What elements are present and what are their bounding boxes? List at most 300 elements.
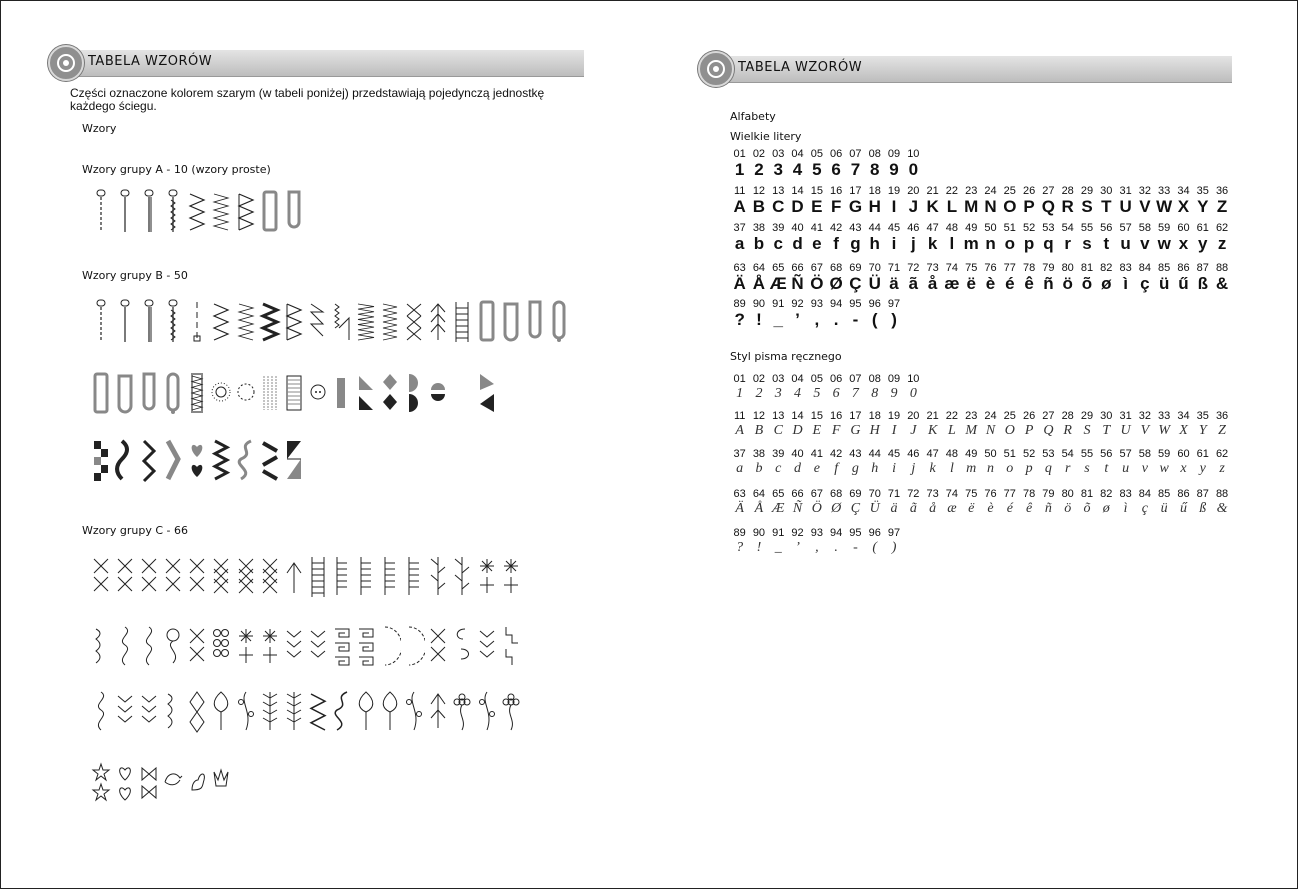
eyelet-icon bbox=[210, 370, 234, 416]
glyph: T bbox=[1101, 197, 1112, 216]
glyph: z bbox=[1219, 461, 1225, 476]
glyph: i bbox=[891, 234, 897, 253]
pattern-number: 93 bbox=[810, 527, 823, 539]
glyph: q bbox=[1044, 461, 1052, 476]
glyph: L bbox=[946, 197, 958, 216]
pattern-number: 53 bbox=[1042, 448, 1055, 460]
glyph: 9 bbox=[889, 160, 899, 179]
comb-stitch-icon bbox=[331, 553, 355, 599]
crown-decor-icon bbox=[210, 760, 234, 806]
pattern-number: 38 bbox=[752, 222, 766, 234]
pattern-number-row bbox=[730, 488, 1232, 500]
flower-decor-icon bbox=[451, 688, 475, 734]
pattern-number: 10 bbox=[907, 373, 920, 385]
feather-stitch-icon bbox=[427, 298, 451, 344]
pattern-number: 06 bbox=[830, 148, 843, 160]
flower-decor-icon bbox=[500, 688, 524, 734]
pattern-number: 35 bbox=[1196, 410, 1209, 422]
comb-stitch-icon bbox=[403, 553, 427, 599]
pattern-number: 23 bbox=[965, 185, 978, 197]
vine-decor-icon bbox=[235, 688, 259, 734]
pattern-number: 50 bbox=[984, 448, 997, 460]
pattern-number: 43 bbox=[849, 448, 862, 460]
glyph-row bbox=[730, 160, 923, 180]
pattern-number: 82 bbox=[1100, 262, 1113, 274]
header-title: TABELA WZORÓW bbox=[88, 54, 213, 69]
pattern-number: 65 bbox=[772, 262, 785, 274]
glyph: E bbox=[811, 197, 823, 216]
overcast-stitch-icon bbox=[283, 298, 307, 344]
stitch-row-group-a bbox=[90, 188, 307, 234]
button-sew-icon bbox=[307, 370, 331, 416]
glyph: n bbox=[987, 461, 994, 476]
cross-decor-icon bbox=[186, 623, 210, 669]
glyph: è bbox=[985, 274, 996, 293]
pattern-number: 95 bbox=[849, 527, 862, 539]
pattern-number: 09 bbox=[887, 373, 901, 385]
glyph: b bbox=[753, 234, 765, 253]
pattern-number: 28 bbox=[1061, 185, 1074, 197]
s-curve-satin-icon bbox=[235, 437, 259, 483]
pattern-number: 85 bbox=[1158, 262, 1171, 274]
glyph: è bbox=[987, 501, 994, 516]
chevron-fill-icon bbox=[162, 437, 186, 483]
zigzag-decor-icon bbox=[307, 688, 331, 734]
glyph: Z bbox=[1216, 197, 1228, 216]
pattern-number: 82 bbox=[1100, 488, 1113, 500]
three-step-zigzag-icon bbox=[235, 298, 259, 344]
pattern-number: 70 bbox=[868, 488, 881, 500]
darning-fill-icon bbox=[283, 370, 307, 416]
glyph: 0 bbox=[909, 386, 917, 401]
glyph: ä bbox=[889, 274, 899, 293]
glyph: b bbox=[755, 461, 763, 476]
section-title-patterns: Wzory bbox=[82, 122, 117, 135]
glyph: v bbox=[1141, 461, 1148, 476]
wave-decor-icon bbox=[114, 623, 138, 669]
pattern-number: 04 bbox=[791, 373, 804, 385]
pattern-number: 73 bbox=[926, 488, 939, 500]
glyph: w bbox=[1159, 461, 1169, 476]
stitch-row-group-b-1 bbox=[90, 298, 572, 344]
pattern-number: 84 bbox=[1138, 262, 1151, 274]
pattern-number: 14 bbox=[791, 410, 804, 422]
glyph: e bbox=[813, 461, 820, 476]
section-header bbox=[48, 49, 584, 77]
shell-tuck-icon bbox=[355, 298, 379, 344]
pattern-number: 08 bbox=[868, 148, 881, 160]
pattern-number-row bbox=[730, 185, 1232, 197]
cross-stitch-icon bbox=[403, 298, 427, 344]
pattern-number: 05 bbox=[810, 148, 823, 160]
pattern-number: 15 bbox=[810, 410, 823, 422]
glyph: ! bbox=[756, 310, 762, 329]
pattern-number: 17 bbox=[849, 410, 862, 422]
glyph: Ç bbox=[850, 501, 861, 516]
pattern-number: 52 bbox=[1022, 222, 1036, 234]
stitch-row-group-c-2 bbox=[90, 623, 524, 669]
pattern-number: 77 bbox=[1003, 262, 1016, 274]
glyph: n bbox=[985, 234, 996, 253]
chevron-decor-icon bbox=[476, 623, 500, 669]
pattern-number: 74 bbox=[945, 262, 959, 274]
glyph: N bbox=[984, 197, 997, 216]
glyph: ë bbox=[966, 274, 976, 293]
pattern-number: 65 bbox=[772, 488, 785, 500]
pattern-number: 26 bbox=[1022, 410, 1036, 422]
pattern-number-row bbox=[730, 222, 1232, 234]
pattern-number: 51 bbox=[1003, 222, 1016, 234]
pattern-number: 89 bbox=[733, 527, 746, 539]
arc-decor-icon bbox=[403, 623, 427, 669]
glyph: ) bbox=[891, 310, 897, 329]
pattern-number: 68 bbox=[830, 488, 843, 500]
buttonhole-icon bbox=[259, 188, 283, 234]
pattern-number: 33 bbox=[1158, 410, 1171, 422]
pattern-number: 62 bbox=[1215, 222, 1229, 234]
pattern-number: 66 bbox=[791, 488, 804, 500]
glyph: E bbox=[812, 423, 822, 438]
handwriting-subtitle: Styl pisma ręcznego bbox=[730, 350, 842, 363]
arrow-satin-icon bbox=[476, 370, 500, 416]
cross-decor-icon bbox=[427, 623, 451, 669]
glyph: 7 bbox=[850, 160, 861, 179]
pattern-number: 59 bbox=[1158, 222, 1171, 234]
triple-straight-stitch-icon bbox=[138, 188, 162, 234]
pattern-number: 55 bbox=[1080, 222, 1094, 234]
glyph: ã bbox=[909, 501, 917, 516]
glyph: õ bbox=[1081, 274, 1093, 293]
pattern-number: 37 bbox=[733, 222, 746, 234]
keyhole-buttonhole-icon bbox=[138, 370, 162, 416]
stitch-row-group-c-4 bbox=[90, 760, 235, 806]
glyph: æ bbox=[947, 501, 957, 516]
pattern-number: 95 bbox=[849, 298, 862, 310]
glyph: u bbox=[1120, 234, 1131, 253]
glyph: 0 bbox=[908, 160, 919, 179]
glyph: o bbox=[1004, 234, 1015, 253]
glyph: 4 bbox=[792, 160, 803, 179]
pattern-number: 60 bbox=[1177, 448, 1190, 460]
chevron-satin-icon bbox=[138, 437, 162, 483]
crescent-satin-icon bbox=[451, 370, 475, 416]
glyph: O bbox=[1004, 423, 1015, 438]
stretch-buttonhole-icon bbox=[162, 370, 186, 416]
cross-decor-icon bbox=[138, 553, 162, 599]
pattern-number: 67 bbox=[810, 488, 823, 500]
pattern-number: 13 bbox=[772, 185, 785, 197]
pattern-number: 39 bbox=[772, 222, 785, 234]
pattern-number: 32 bbox=[1138, 185, 1151, 197]
pattern-number: 30 bbox=[1100, 410, 1113, 422]
glyph: ? bbox=[736, 540, 744, 555]
straight-center-stitch-icon bbox=[114, 298, 138, 344]
glyph: ì bbox=[1123, 274, 1128, 293]
pattern-number: 64 bbox=[752, 488, 766, 500]
glyph: l bbox=[949, 234, 955, 253]
pattern-number: 55 bbox=[1080, 448, 1094, 460]
glyph: ä bbox=[890, 501, 898, 516]
cross-decor-icon bbox=[114, 553, 138, 599]
pattern-number: 09 bbox=[887, 148, 901, 160]
half-moon-satin-icon bbox=[403, 370, 427, 416]
glyph: M bbox=[964, 197, 979, 216]
glyph: 9 bbox=[890, 386, 898, 401]
glyph: d bbox=[794, 461, 802, 476]
pattern-number: 75 bbox=[965, 262, 978, 274]
glyph: å bbox=[927, 274, 938, 293]
pattern-number: 16 bbox=[830, 185, 843, 197]
glyph: & bbox=[1215, 274, 1229, 293]
pattern-number: 20 bbox=[907, 410, 920, 422]
stretch-stitch-icon bbox=[162, 298, 186, 344]
pattern-number: 71 bbox=[887, 262, 901, 274]
glyph: ã bbox=[908, 274, 919, 293]
vine-decor-icon bbox=[403, 688, 427, 734]
pattern-number: 02 bbox=[752, 373, 766, 385]
glyph: D bbox=[792, 423, 803, 438]
pattern-number: 02 bbox=[752, 148, 766, 160]
glyph: 5 bbox=[812, 160, 822, 179]
alphabets-title: Alfabety bbox=[730, 110, 776, 123]
glyph: _ bbox=[774, 540, 782, 555]
greek-key-icon bbox=[355, 623, 379, 669]
glyph: H bbox=[868, 197, 881, 216]
stretch-stitch-icon bbox=[162, 188, 186, 234]
glyph-row bbox=[730, 540, 904, 556]
pattern-number: 29 bbox=[1080, 410, 1094, 422]
glyph: f bbox=[833, 234, 839, 253]
wave-decor-icon bbox=[90, 688, 114, 734]
glyph: - bbox=[852, 310, 859, 329]
glyph: 4 bbox=[794, 386, 802, 401]
glyph: , bbox=[814, 310, 820, 329]
glyph: Ø bbox=[829, 274, 843, 293]
glyph: f bbox=[834, 461, 839, 476]
glyph: q bbox=[1043, 234, 1054, 253]
pattern-number: 60 bbox=[1177, 222, 1190, 234]
buttonhole-icon bbox=[90, 370, 114, 416]
pattern-number: 79 bbox=[1042, 488, 1055, 500]
glyph: Ö bbox=[810, 274, 824, 293]
pattern-number: 94 bbox=[830, 298, 843, 310]
pattern-number: 97 bbox=[887, 527, 901, 539]
pattern-number: 87 bbox=[1196, 488, 1209, 500]
pattern-number: 03 bbox=[772, 373, 785, 385]
right-page bbox=[650, 0, 1300, 891]
pattern-number: 72 bbox=[907, 488, 920, 500]
glyph: ì bbox=[1123, 501, 1128, 516]
pattern-number: 21 bbox=[926, 410, 939, 422]
glyph: R bbox=[1063, 423, 1072, 438]
pattern-number: 13 bbox=[772, 410, 785, 422]
satin-block-icon bbox=[331, 370, 355, 416]
glyph: Ñ bbox=[792, 501, 803, 516]
glyph: Ñ bbox=[791, 274, 804, 293]
pattern-number: 80 bbox=[1061, 488, 1074, 500]
zigzag-stitch-icon bbox=[210, 298, 234, 344]
pattern-number: 67 bbox=[810, 262, 823, 274]
pattern-number-row bbox=[730, 298, 904, 310]
glyph: P bbox=[1023, 197, 1035, 216]
pattern-number: 40 bbox=[791, 222, 804, 234]
glyph: h bbox=[869, 234, 880, 253]
loop-decor-icon bbox=[162, 623, 186, 669]
pattern-number: 91 bbox=[772, 298, 785, 310]
pattern-number: 80 bbox=[1061, 262, 1074, 274]
star-stitch-icon bbox=[476, 553, 500, 599]
pattern-number: 38 bbox=[752, 448, 766, 460]
glyph: Y bbox=[1198, 423, 1207, 438]
pattern-number: 57 bbox=[1119, 448, 1132, 460]
glyph: 7 bbox=[851, 386, 859, 401]
pattern-number: 88 bbox=[1215, 488, 1229, 500]
pattern-number: 29 bbox=[1080, 185, 1094, 197]
pattern-number: 18 bbox=[868, 185, 881, 197]
glyph: X bbox=[1177, 197, 1190, 216]
pattern-number: 97 bbox=[887, 298, 901, 310]
glyph-row bbox=[730, 197, 1232, 217]
bow-decor-icon bbox=[138, 760, 162, 806]
lattice-stitch-icon bbox=[210, 553, 234, 599]
pattern-number: 68 bbox=[830, 262, 843, 274]
triangle-block-icon bbox=[283, 437, 307, 483]
lattice-stitch-icon bbox=[259, 553, 283, 599]
pattern-number: 04 bbox=[791, 148, 804, 160]
glyph: õ bbox=[1083, 501, 1091, 516]
glyph: J bbox=[908, 197, 919, 216]
header-title: TABELA WZORÓW bbox=[738, 60, 863, 75]
pattern-number: 76 bbox=[984, 262, 997, 274]
pattern-number: 24 bbox=[984, 185, 997, 197]
pattern-number: 31 bbox=[1119, 185, 1132, 197]
pattern-number: 06 bbox=[830, 373, 843, 385]
glyph: Y bbox=[1197, 197, 1209, 216]
pattern-number: 49 bbox=[965, 448, 978, 460]
round-buttonhole-icon bbox=[500, 298, 524, 344]
pattern-number: 81 bbox=[1080, 262, 1094, 274]
glyph: ( bbox=[871, 310, 878, 329]
pattern-number: 86 bbox=[1177, 488, 1190, 500]
leaf-decor-icon bbox=[210, 688, 234, 734]
pattern-number: 59 bbox=[1158, 448, 1171, 460]
pattern-number-row bbox=[730, 448, 1232, 460]
pattern-number: 81 bbox=[1080, 488, 1094, 500]
pattern-number: 50 bbox=[984, 222, 997, 234]
duck-decor-icon bbox=[186, 760, 210, 806]
glyph: y bbox=[1198, 234, 1208, 253]
glyph: N bbox=[985, 423, 996, 438]
pattern-number: 51 bbox=[1003, 448, 1016, 460]
pattern-number: 66 bbox=[791, 262, 804, 274]
group-b-title: Wzory grupy B - 50 bbox=[82, 269, 188, 282]
glyph: p bbox=[1025, 461, 1033, 476]
three-step-zigzag-icon bbox=[210, 188, 234, 234]
pattern-number: 10 bbox=[907, 148, 920, 160]
glyph: Ä bbox=[735, 501, 744, 516]
glyph: A bbox=[733, 197, 746, 216]
glyph: C bbox=[772, 197, 785, 216]
glyph: I bbox=[891, 197, 897, 216]
stitch-row-group-c-1 bbox=[90, 553, 524, 599]
slash-satin-icon bbox=[259, 437, 283, 483]
glyph: s bbox=[1084, 461, 1090, 476]
glyph: M bbox=[965, 423, 978, 438]
pattern-number: 53 bbox=[1042, 222, 1055, 234]
pattern-number: 41 bbox=[810, 222, 823, 234]
glyph: & bbox=[1216, 501, 1228, 516]
glyph: é bbox=[1005, 274, 1015, 293]
chevron-decor-icon bbox=[307, 623, 331, 669]
glyph: , bbox=[815, 540, 819, 555]
pattern-number: 57 bbox=[1119, 222, 1132, 234]
glyph: g bbox=[850, 234, 861, 253]
straight-center-stitch-icon bbox=[114, 188, 138, 234]
ladder-stitch-icon bbox=[307, 553, 331, 599]
pattern-number: 62 bbox=[1215, 448, 1229, 460]
stretch-blind-hem-icon bbox=[331, 298, 355, 344]
glyph: ’ bbox=[795, 540, 800, 555]
spiral-decor-icon bbox=[451, 623, 475, 669]
pattern-number: 30 bbox=[1100, 185, 1113, 197]
pattern-number: 85 bbox=[1158, 488, 1171, 500]
pattern-number: 76 bbox=[984, 488, 997, 500]
glyph: i bbox=[892, 461, 896, 476]
pattern-number: 70 bbox=[868, 262, 881, 274]
vine-decor-icon bbox=[476, 688, 500, 734]
glyph: 2 bbox=[754, 160, 764, 179]
glyph: V bbox=[1140, 423, 1150, 438]
glyph: z bbox=[1217, 234, 1227, 253]
pattern-number: 31 bbox=[1119, 410, 1132, 422]
pattern-number: 46 bbox=[907, 448, 920, 460]
bar-tack-icon bbox=[186, 370, 210, 416]
glyph: J bbox=[910, 423, 917, 438]
pattern-number: 75 bbox=[965, 488, 978, 500]
pattern-number: 24 bbox=[984, 410, 997, 422]
pattern-number-row bbox=[730, 410, 1232, 422]
glyph: k bbox=[929, 461, 936, 476]
glyph: k bbox=[927, 234, 938, 253]
pattern-number: 64 bbox=[752, 262, 766, 274]
intro-text: Części oznaczone kolorem szarym (w tabeli poniżej) przedstawiają pojedynczą jednostkę każdego ściegu. bbox=[70, 86, 545, 113]
pattern-number: 16 bbox=[830, 410, 843, 422]
glyph: j bbox=[911, 461, 916, 476]
glyph: r bbox=[1064, 234, 1071, 253]
straight-left-stitch-icon bbox=[90, 298, 114, 344]
glyph: ? bbox=[734, 310, 745, 329]
glyph-row bbox=[730, 501, 1232, 517]
glyph: ö bbox=[1062, 274, 1073, 293]
glyph: I bbox=[891, 423, 897, 438]
glyph: l bbox=[949, 461, 954, 476]
fern-decor-icon bbox=[259, 688, 283, 734]
zigzag-stitch-icon bbox=[186, 188, 210, 234]
pattern-number: 92 bbox=[791, 298, 804, 310]
glyph: S bbox=[1083, 423, 1091, 438]
pattern-number: 26 bbox=[1022, 185, 1036, 197]
stitch-row-group-b-3 bbox=[90, 437, 307, 483]
pattern-number: 33 bbox=[1158, 185, 1171, 197]
pattern-number-row bbox=[730, 373, 923, 385]
pattern-number: 08 bbox=[868, 373, 881, 385]
glyph: F bbox=[831, 423, 841, 438]
leaf-decor-icon bbox=[355, 688, 379, 734]
buttonhole-icon bbox=[476, 298, 500, 344]
glyph: Ü bbox=[869, 501, 880, 516]
pattern-number: 19 bbox=[887, 410, 901, 422]
pattern-number: 03 bbox=[772, 148, 785, 160]
